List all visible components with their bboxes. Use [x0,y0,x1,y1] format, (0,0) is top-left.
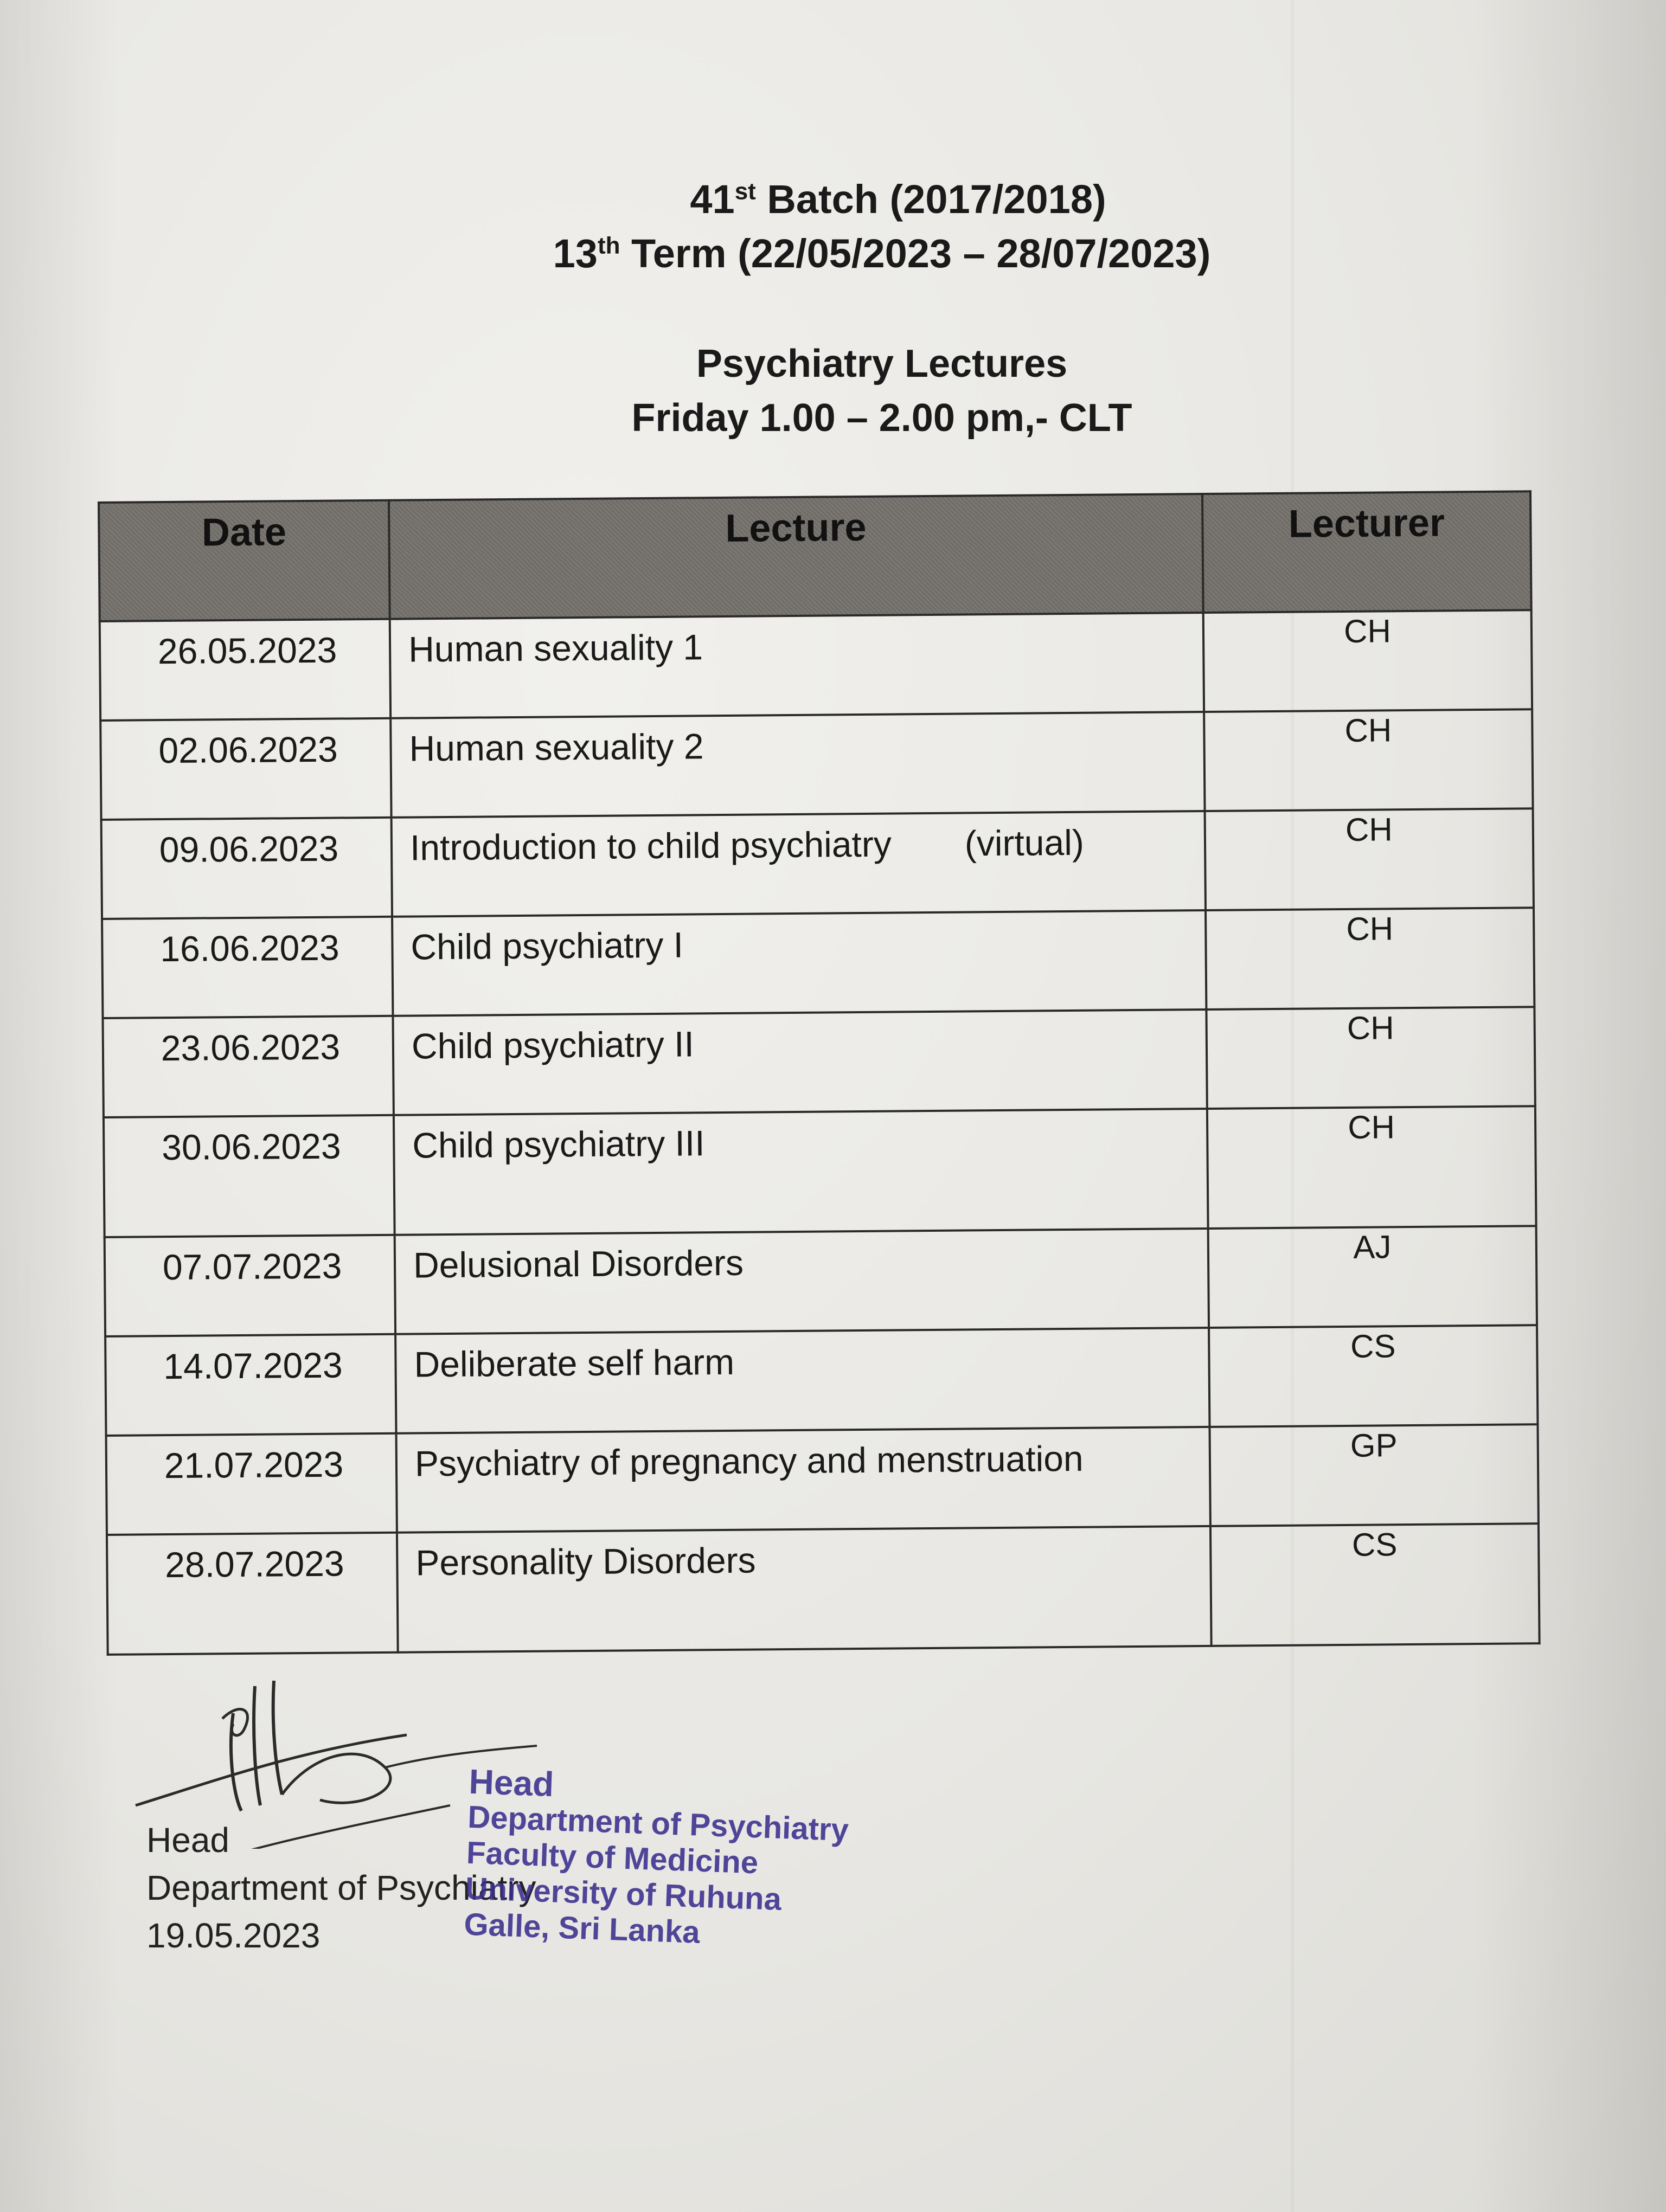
row-date: 30.06.2023 [104,1115,395,1237]
table-row [106,1424,1539,1535]
row-lecturer: CH [1203,610,1532,712]
table-row [105,1226,1537,1336]
row-lecture: Human sexuality 2 [390,712,1204,818]
stamp-line: Galle, Sri Lanka [463,1906,701,1950]
stamp-line: Department of Psychiatry [467,1799,849,1848]
row-lecturer: GP [1209,1424,1538,1526]
table-row [104,1106,1536,1237]
header-date: Date [99,500,390,621]
row-lecturer: CH [1207,1106,1536,1229]
schedule-subtitle: Friday 1.00 – 2.00 pm,- CLT [631,396,1132,440]
paper-shadow-left [0,0,119,2212]
row-lecture: Deliberate self harm [395,1328,1209,1433]
row-date: 16.06.2023 [102,917,393,1018]
batch-number: 41 [690,177,735,222]
signoff-date: 19.05.2023 [146,1916,321,1955]
lecture-schedule-table-wrapper [98,490,1539,1656]
row-lecturer: CH [1206,908,1534,1009]
department-stamp [463,1761,850,1956]
term-number: 13 [553,231,598,276]
row-lecturer: AJ [1208,1226,1537,1328]
table-row [102,908,1534,1018]
subject-title: Psychiatry Lectures [696,342,1068,385]
table-row [101,808,1534,919]
row-lecture: Child psychiatry I [392,910,1206,1016]
stamp-line: Head [468,1761,555,1804]
row-lecturer: CS [1209,1325,1537,1427]
row-lecture: Psychiatry of pregnancy and menstruation [396,1427,1210,1533]
row-date: 23.06.2023 [102,1016,393,1117]
table-row [105,1325,1537,1436]
term-title [49,230,1666,276]
signoff-department: Department of Psychiatry [146,1868,536,1907]
batch-title [65,176,1666,222]
table-row [107,1523,1540,1655]
row-date: 26.05.2023 [100,619,390,721]
row-lecture: Delusional Disorders [395,1229,1209,1334]
row-lecture-title: Introduction to child psychiatry [409,824,892,868]
lecture-schedule-table [98,490,1541,1656]
row-date: 07.07.2023 [105,1235,395,1336]
term-label: Term (22/05/2023 – 28/07/2023) [620,231,1211,276]
row-lecturer: CH [1205,808,1534,910]
batch-label: Batch (2017/2018) [755,177,1106,222]
row-lecture: Personality Disorders [397,1526,1212,1652]
row-lecturer: CH [1204,709,1533,811]
row-lecturer: CS [1210,1523,1540,1646]
table-row [100,610,1532,721]
table-row [102,1007,1535,1117]
header-lecture: Lecture [389,494,1203,619]
row-lecturer: CH [1206,1007,1535,1109]
term-ordinal: th [597,232,620,259]
row-date: 28.07.2023 [107,1533,398,1655]
row-lecture: Child psychiatry III [394,1109,1208,1235]
row-date: 21.07.2023 [106,1433,397,1535]
row-date: 09.06.2023 [101,818,392,919]
stamp-line: University of Ruhuna [464,1870,783,1918]
row-lecture: Human sexuality 1 [390,613,1204,718]
row-date: 14.07.2023 [105,1334,396,1436]
header-lecturer: Lecturer [1202,491,1532,613]
signoff-role: Head [146,1821,229,1860]
row-lecture-note: (virtual) [964,822,1085,864]
table-header-row [99,491,1532,621]
stamp-line: Faculty of Medicine [466,1835,759,1881]
table-row [100,709,1533,820]
batch-ordinal: st [734,178,756,205]
row-date: 02.06.2023 [100,718,391,820]
row-lecture [392,811,1206,917]
row-lecture: Child psychiatry II [393,1009,1207,1115]
